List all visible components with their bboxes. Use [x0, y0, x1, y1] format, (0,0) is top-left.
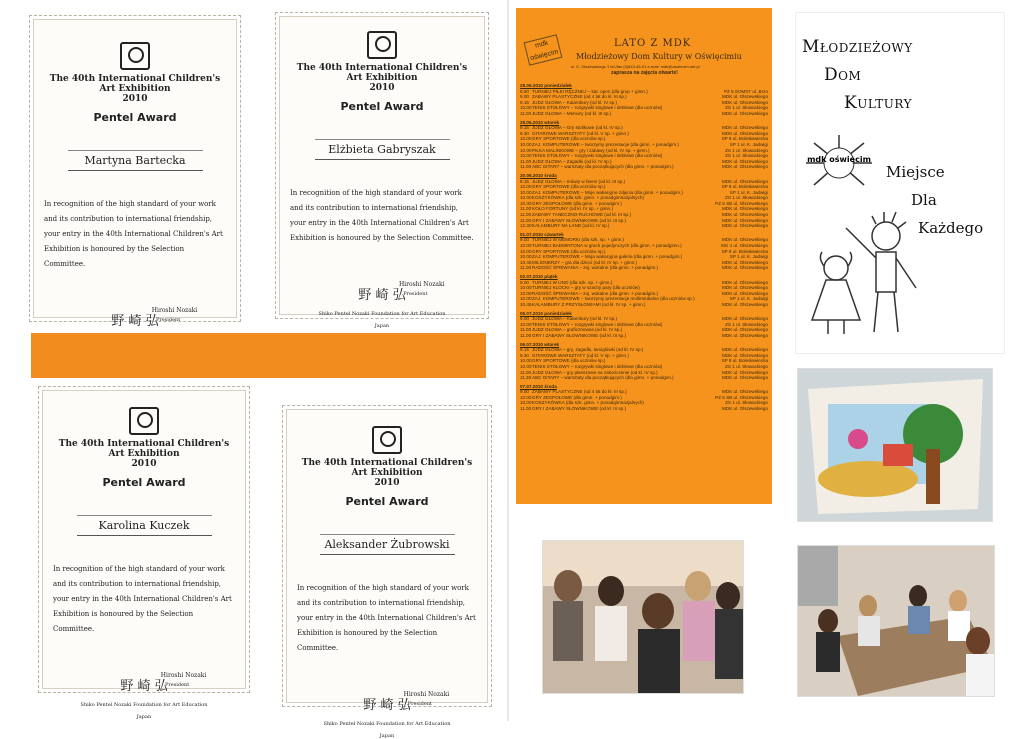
- schedule-activity: GITAROWE WARSZTATY (od kl. V sp. + gimn.): [532, 130, 629, 136]
- exhibition-title: The 40th International Children's Art Exhibition 2010: [296, 63, 468, 93]
- schedule-time: 10.00: [520, 136, 532, 142]
- orange-band: [31, 333, 486, 378]
- schedule-time: 11.30: [520, 375, 532, 381]
- schedule-row: [520, 302, 768, 308]
- schedule-place: MDK ul. Olszewskiego: [722, 285, 768, 291]
- schedule-place: MDK ul. Olszewskiego: [722, 178, 768, 184]
- schedule-activity: GRY I ZABAWY SŁOWNIKOWE (od kl. III sp.): [532, 406, 627, 412]
- certificate-1: [29, 15, 241, 329]
- schedule-time: 11.00: [520, 212, 532, 218]
- schedule-activity: GRY SPORTOWE (dla uczniów sp.): [532, 184, 606, 190]
- schedule-place: ZS 1 ul. Słowackiego: [725, 321, 768, 327]
- schedule-time: 9.30: [520, 130, 529, 136]
- schedule-place: SP 1 ul. K. Jadwigi: [729, 254, 768, 260]
- page-fold: [507, 0, 509, 721]
- painting-photo: [797, 368, 993, 522]
- schedule-activity: JUDZ GŁOWA – Memory (od kl. III sp.): [532, 110, 612, 116]
- schedule-activity: ZABAWY PLASTYCZNE (od 4 lat do kl. III sp.): [532, 389, 627, 395]
- schedule-activity: JUDZ GŁOWA – Kalambury (od kl. IV sp.): [532, 99, 618, 105]
- schedule-activity: TURNIEJ KLOCKI – gry w szachy pary (dla uczniów): [532, 285, 640, 291]
- schedule-time: 9.15: [520, 125, 529, 131]
- schedule-activity: JUDZ GŁOWA – Zagadki (od kl. IV sp.): [532, 158, 612, 164]
- schedule-row: [520, 265, 768, 271]
- schedule-time: 11.00: [520, 369, 532, 375]
- schedule-activity: GRY ZESPOŁOWE (dla gimn. + ponadgim.): [532, 200, 622, 206]
- schedule-time: 10.00: [520, 358, 532, 364]
- schedule-place: MDK ul. Olszewskiego: [722, 259, 768, 265]
- certificate-text: In recognition of the high standard of your work and its contribution to international friendship, your entry in the 40th International Children's Art Exhibition is honoured by the Selection Committee.: [290, 189, 474, 242]
- schedule-place: MDK ul. Olszewskiego: [722, 223, 768, 229]
- schedule-place: PZ 5 SB ul. Olszewskiego: [715, 394, 768, 400]
- recipient-name: Karolina Kuczek: [77, 515, 212, 536]
- summer-flyer: [516, 8, 772, 504]
- group-photo-2: [797, 545, 995, 697]
- children-drawing-icon: [806, 208, 936, 338]
- signature: 野 崎 弘 Hiroshi Nozaki President: [358, 281, 445, 303]
- flyer-invite: zaprasza na zajęcia otwarte!: [611, 70, 678, 76]
- schedule-place: MDK ul. Olszewskiego: [722, 332, 768, 338]
- schedule-activity: GRY SPORTOWE (dla uczniów sp.): [532, 358, 606, 364]
- signature: 野 崎 弘 Hiroshi Nozaki President: [363, 691, 450, 713]
- schedule-activity: MILIONERZY – gra dla dzieci (od kl. IV sp. + gimn.): [532, 259, 637, 265]
- mdk-sun-logo-icon: [804, 133, 874, 193]
- schedule-activity: JUDZ GŁOWA – gry, zagadki, łamigłówki (od kl. IV sp.): [532, 347, 644, 353]
- schedule-place: SP 9 ul. Bolesławiecka: [721, 184, 768, 190]
- painting-image-icon: [798, 369, 992, 521]
- schedule-time: 9.00: [520, 316, 529, 322]
- schedule-place: SP 9 ul. Bolesławiecka: [721, 136, 768, 142]
- schedule-place: MDK ul. Olszewskiego: [722, 389, 768, 395]
- flyer-title: LATO Z MDK: [614, 38, 692, 49]
- recipient-name: Martyna Bartecka: [68, 150, 203, 171]
- mdk-logo-icon: mdk oświęcim: [524, 34, 563, 66]
- schedule-activity: GRY SPORTOWE (dla uczniów sp.): [532, 248, 606, 254]
- schedule-activity: GRY I ZABAWY SŁOWNIKOWE (od kl. III sp.): [532, 217, 627, 223]
- schedule-time: 10.00: [520, 195, 532, 201]
- exhibition-title: The 40th International Children's Art Exhibition 2010: [49, 74, 221, 104]
- recipient-name: Aleksander Żubrowski: [320, 534, 455, 555]
- schedule-time: 11.00: [520, 332, 532, 338]
- schedule-place: MDK ul. Olszewskiego: [722, 110, 768, 116]
- schedule-time: 10.00: [520, 189, 532, 195]
- schedule-time: 9.00: [520, 237, 529, 243]
- schedule-place: SP 1 ul. K. Jadwigi: [729, 141, 768, 147]
- exhibition-logo-icon: [367, 31, 397, 59]
- schedule-place: MDK ul. Olszewskiego: [722, 125, 768, 131]
- schedule-time: 10.00: [520, 285, 532, 291]
- schedule-activity: TENIS STOŁOWY – rozgrywki singlowe i deblowe (dla uczniów): [532, 363, 663, 369]
- schedule-place: MDK ul. Olszewskiego: [722, 369, 768, 375]
- schedule-place: MDK ul. Olszewskiego: [722, 301, 768, 307]
- schedule-place: ZS 1 ul. Słowackiego: [725, 147, 768, 153]
- schedule-activity: ABC GITARY – warsztaty dla początkujących (dla gimn. + ponadgim.): [532, 375, 674, 381]
- girls-photo-image-icon: [543, 541, 743, 693]
- schedule-place: SP 1 ul. K. Jadwigi: [729, 296, 768, 302]
- schedule-place: MDK ul. Olszewskiego: [722, 316, 768, 322]
- signature: 野 崎 弘 Hiroshi Nozaki President: [120, 672, 207, 694]
- flyer-subtitle: Młodzieżowy Dom Kultury w Oświęcimiu: [576, 52, 742, 61]
- foundation-name: Shiko Pentel Nozaki Foundation for Art Education: [323, 721, 451, 727]
- schedule-time: 9.30: [520, 352, 529, 358]
- schedule-place: MDK ul. Olszewskiego: [722, 265, 768, 271]
- schedule-place: ZS 1 ul. Słowackiego: [725, 363, 768, 369]
- schedule-activity: ZABAWY PLASTYCZNE (od 4 lat do kl. III sp.): [532, 94, 627, 100]
- schedule-activity: TENIS STOŁOWY – rozgrywki singlowe i deblowe (dla uczniów): [532, 321, 663, 327]
- schedule-time: 11.00: [520, 265, 532, 271]
- schedule-activity: ZABAWY TANECZNO-RUCHOWE (od kl. III sp.): [532, 212, 631, 218]
- schedule-activity: RADOŚĆ ŚPIEWANIA – zaj. wokalne (dla gimn. + ponadgim.): [532, 290, 659, 296]
- schedule-day-heading: 02.07.2010 piątek: [520, 274, 558, 279]
- schedule-place: MDK ul. Olszewskiego: [722, 164, 768, 170]
- exhibition-title: The 40th International Children's Art Exhibition 2010: [58, 439, 230, 469]
- schedule-time: 10.00: [520, 394, 532, 400]
- schedule-place: SP 9 ul. Bolesławiecka: [721, 358, 768, 364]
- schedule-day-heading: 28.06.2010 poniedziałek: [520, 83, 572, 88]
- schedule-time: 10.30: [520, 200, 532, 206]
- schedule-place: MDK ul. Olszewskiego: [722, 99, 768, 105]
- schedule-activity: ZAJ. KOMPUTEROWE – tworzymy prezentacje multimedialne (dla uczniów sp.): [532, 296, 695, 302]
- schedule-time: 11.00: [520, 110, 532, 116]
- schedule-time: 9.00: [520, 94, 529, 100]
- exhibition-logo-icon: [129, 407, 159, 435]
- schedule-time: 10.00: [520, 296, 532, 302]
- schedule-time: 10.00: [520, 147, 532, 153]
- schedule-time: 10.00: [520, 184, 532, 190]
- schedule-time: 10.00: [520, 321, 532, 327]
- schedule-time: 11.00: [520, 158, 532, 164]
- schedule-time: 11.00: [520, 206, 532, 212]
- schedule-time: 10.00: [520, 363, 532, 369]
- schedule-place: ZS 1 ul. Słowackiego: [725, 400, 768, 406]
- schedule-activity: JUDZ GŁOWA – Kalambury (od kl. IV sp.): [532, 316, 618, 322]
- schedule-activity: TURNIEJ W UNO (dla szk. sp. + gimn.): [532, 279, 613, 285]
- schedule-activity: KOŁO FORTUNY (od kl. IV sp. + gimn.): [532, 206, 613, 212]
- brochure-logo-text: mdk oświęcim: [807, 155, 871, 164]
- schedule-time: 12.30: [520, 223, 532, 229]
- group-photo-1: [542, 540, 744, 694]
- schedule-place: MG 1 ul. Olszewskiego: [721, 243, 768, 249]
- schedule-place: MDK ul. Olszewskiego: [722, 375, 768, 381]
- foundation-name: Shiko Pentel Nozaki Foundation for Art Education: [80, 702, 208, 708]
- schedule-place: MDK ul. Olszewskiego: [722, 352, 768, 358]
- schedule-activity: GRY ZESPOŁOWE (dla gimn. + ponadgim.): [532, 394, 622, 400]
- schedule-place: MDK ul. Olszewskiego: [722, 347, 768, 353]
- schedule-activity: JUDZ GŁOWA – gry planszowe na zakończenie (od kl. IV sp.): [532, 369, 658, 375]
- schedule-place: ZS 1 ul. Słowackiego: [725, 153, 768, 159]
- schedule-activity: ABC GITARY – warsztaty dla początkujących (dla gimn. + ponadgim.): [532, 164, 674, 170]
- schedule-place: MDK ul. Olszewskiego: [722, 130, 768, 136]
- schedule-time: 10.00: [520, 248, 532, 254]
- schedule-time: 11.00: [520, 406, 532, 412]
- schedule-row: [520, 223, 768, 229]
- schedule-activity: TURNIEJ BADMINTONA w grach pojedynczych (dla gimn. + ponadgimn.): [532, 243, 682, 249]
- schedule-activity: JUDZ GŁOWA – mówię w bierni (od kl. III sp.): [532, 178, 626, 184]
- schedule-activity: RADOŚĆ ŚPIEWANIA – zaj. wokalne (dla gimn. + ponadgim.): [532, 265, 659, 271]
- schedule-activity: ZAJ. KOMPUTEROWE – Moje wakacyjne zdjęcia (dla gimn. + ponadgim.): [532, 189, 683, 195]
- schedule-day-heading: 29.06.2010 wtorek: [520, 119, 560, 125]
- schedule-place: MDK ul. Olszewskiego: [722, 212, 768, 218]
- exhibition-logo-icon: [372, 426, 402, 454]
- schedule-activity: JUDZ GŁOWA – graficznowna (od kl. IV sp.): [532, 327, 623, 333]
- schedule-place: MDK ul. Olszewskiego: [722, 94, 768, 100]
- schedule-activity: TENIS STOŁOWY – rozgrywki singlowe i deblowe (dla uczniów): [532, 105, 663, 111]
- schedule-time: 10.45: [520, 301, 532, 307]
- schedule-day-heading: 30.06.2010 środa: [520, 172, 557, 178]
- schedule-activity: TURNIEJ PIŁKI RĘCZNEJ – kat. open (dla grup + gimn.): [532, 88, 648, 94]
- country: Japan: [379, 733, 395, 739]
- schedule-place: MDK ul. Olszewskiego: [722, 279, 768, 285]
- recipient-name: Elżbieta Gabryszak: [315, 139, 450, 160]
- certificate-2: [275, 12, 489, 329]
- schedule-time: 11.00: [520, 217, 532, 223]
- schedule-activity: TURNIEJ W MEMORKI (dla szk. sp. + gimn.): [532, 237, 625, 243]
- flyer-address: ul. K. Olszewskiego 1 tel./fax (0)843-45-01 e-mail: mdk@oswiecim.net.pl: [571, 64, 700, 69]
- certificate-4: [282, 405, 492, 739]
- schedule-place: MDK ul. Olszewskiego: [722, 217, 768, 223]
- schedule-time: 11.00: [520, 164, 532, 170]
- foundation-name: Shiko Pentel Nozaki Foundation for Art Education: [318, 311, 446, 317]
- award-name: Pentel Award: [93, 111, 177, 124]
- country: Japan: [136, 714, 152, 720]
- schedule-place: MDK ul. Olszewskiego: [722, 327, 768, 333]
- schedule-time: 10.00: [520, 243, 532, 249]
- schedule-row: [520, 111, 768, 117]
- schedule-place: MDK ul. Olszewskiego: [722, 206, 768, 212]
- schedule-activity: JUDZ GŁOWA – Gry stolikowe (od kl. IV sp.): [532, 125, 623, 131]
- award-name: Pentel Award: [102, 476, 186, 489]
- brochure-cover: Młodzieżowy Dom Kultury mdk oświęcim Miejsce Dla Każdego: [795, 12, 1005, 354]
- schedule-place: SP 9 ul. Bolesławiecka: [721, 248, 768, 254]
- certificate-text: In recognition of the high standard of your work and its contribution to international friendship, your entry in the 40th International Children's Art Exhibition is honoured by the Selection Committee.: [297, 584, 476, 652]
- schedule-time: 10.00: [520, 141, 532, 147]
- schedule-activity: ZAJ. KOMPUTEROWE – tworzymy prezentacje (dla gimn. + ponadgim.): [532, 141, 679, 147]
- schedule-place: ZS 1 ul. Słowackiego: [725, 195, 768, 201]
- schedule-place: SP 1 ul. K. Jadwigi: [729, 189, 768, 195]
- schedule-time: 10.00: [520, 254, 532, 260]
- certificate-text: In recognition of the high standard of your work and its contribution to international friendship, your entry in the 40th International Children's Art Exhibition is honoured by the Selection Committee.: [44, 200, 223, 268]
- schedule-time: 10.45: [520, 259, 532, 265]
- schedule-activity: KOSZYKÓWKA (dla szk. gimn. + ponadgimnazjalnych): [532, 400, 644, 406]
- exhibition-logo-icon: [120, 42, 150, 70]
- schedule-time: 9.00: [520, 279, 529, 285]
- schedule-time: 9.15: [520, 99, 529, 105]
- schedule-place: MDK ul. Olszewskiego: [722, 290, 768, 296]
- schedule-activity: GITAROWE WARSZTATY (od kl. V sp. + gimn.): [532, 352, 629, 358]
- exhibition-title: The 40th International Children's Art Exhibition 2010: [301, 458, 473, 488]
- schedule-row: [520, 375, 768, 381]
- schedule-time: 10.00: [520, 105, 532, 111]
- schedule-activity: KOSZYKÓWKA (dla szk. gimn. + ponadgimnazjalnych): [532, 195, 644, 201]
- schedule-row: [520, 164, 768, 170]
- certificate-3: [38, 386, 250, 720]
- schedule-activity: KALAMBURY NA LAND (od kl. IV sp.): [532, 223, 610, 229]
- schedule-activity: KALAMBURY Z PRZYSŁOWIAMI (od kl. IV sp. + gimn.): [532, 301, 646, 307]
- award-name: Pentel Award: [345, 495, 429, 508]
- certificate-text: In recognition of the high standard of your work and its contribution to international friendship, your entry in the 40th International Children's Art Exhibition is honoured by the Selection Committee.: [53, 565, 232, 633]
- schedule-row: [520, 406, 768, 412]
- schedule-place: MDK ul. Olszewskiego: [722, 158, 768, 164]
- schedule-place: ZS 1 ul. Słowackiego: [725, 105, 768, 111]
- schedule-activity: PIŁKA MALINKOWE – gry i zabawy (od kl. IV sp. + gimn.): [532, 147, 650, 153]
- schedule-place: MDK ul. Olszewskiego: [722, 406, 768, 412]
- schedule-activity: GRY I ZABAWY SŁOWNIKOWE (od kl. III sp.): [532, 332, 627, 338]
- schedule-day-heading: 07.07.2010 środa: [520, 383, 557, 389]
- schedule-day-heading: 01.07.2010 czwartek: [520, 231, 564, 237]
- signature: 野 崎 弘 Hiroshi Nozaki President: [111, 307, 198, 329]
- schedule: [520, 80, 768, 412]
- classroom-photo-image-icon: [798, 546, 994, 696]
- schedule-time: 9.00: [520, 88, 529, 94]
- schedule-time: 9.15: [520, 347, 529, 353]
- schedule-day-heading: 05.07.2010 poniedziałek: [520, 310, 572, 316]
- schedule-place: PZ 5 SB ul. Olszewskiego: [715, 200, 768, 206]
- schedule-activity: GRY SPORTOWE (dla uczniów sp.): [532, 136, 606, 142]
- schedule-activity: TENIS STOŁOWY – rozgrywki singlowe i deblowe (dla uczniów): [532, 153, 663, 159]
- schedule-place: MDK ul. Olszewskiego: [722, 237, 768, 243]
- schedule-time: 9.15: [520, 178, 529, 184]
- schedule-place: PZ 5 SOMST ul. Brzo: [723, 88, 768, 94]
- schedule-time: 9.00: [520, 389, 529, 395]
- schedule-time: 11.00: [520, 327, 532, 333]
- schedule-time: 10.00: [520, 290, 532, 296]
- schedule-day-heading: 06.07.2010 wtorek: [520, 341, 560, 347]
- schedule-activity: ZAJ. KOMPUTEROWE – Moja wakacyjna galeria (dla gimn. + ponadgim.): [532, 254, 683, 260]
- schedule-time: 10.00: [520, 400, 532, 406]
- schedule-row: [520, 333, 768, 339]
- schedule-time: 10.00: [520, 153, 532, 159]
- country: Japan: [374, 323, 390, 329]
- award-name: Pentel Award: [340, 100, 424, 113]
